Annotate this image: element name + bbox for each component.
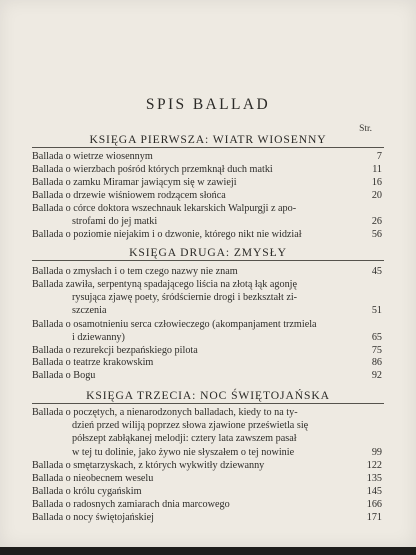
divider-rule (32, 147, 384, 148)
toc-entry-title: w tej tu dolinie, jako żywo nie słyszałem o tej nowinie (72, 447, 295, 458)
toc-entry-continuation (32, 304, 384, 318)
toc-entry-title: Ballada o radosnych zamiarach dnia marcowego (32, 499, 230, 510)
toc-entry-title: Ballada o smętarzyskach, z których wykwitły dziewanny (32, 460, 265, 471)
toc-entry-page: 65 (371, 332, 382, 343)
toc-entry-title: półszept zabłąkanej melodji: cztery lata zawszem pasał (72, 433, 297, 444)
page-title: SPIS BALLAD (145, 96, 271, 113)
toc-entry-continuation (32, 419, 384, 433)
toc-entry-title: Ballada o Bogu (32, 370, 96, 381)
toc-entry-page: 56 (371, 229, 382, 240)
toc-entry-continuation (32, 331, 384, 345)
toc-entry (32, 265, 384, 279)
toc-entry-title: i dziewanny) (72, 332, 125, 343)
toc-entry-title: Ballada o zamku Miramar jawiącym się w zawieji (32, 177, 237, 188)
toc-entry-page: 51 (371, 305, 382, 316)
toc-entry-continuation (32, 215, 384, 229)
toc-entry-page: 26 (371, 216, 382, 227)
toc-entry-title: Ballada o poczętych, a nienarodzonych balladach, kiedy to na ty- (32, 407, 298, 418)
toc-entry-page: 99 (371, 447, 382, 458)
toc-entry (32, 356, 384, 370)
toc-entry (32, 228, 384, 242)
toc-entry-page: 171 (366, 512, 382, 523)
toc-entry-title: Ballada o osamotnieniu serca człowieczego (akompanjament trzmiela (32, 319, 317, 330)
toc-entry-page: 145 (366, 486, 382, 497)
toc-entry-title: Ballada o drzewie wiśniowem rodzącem słońca (32, 190, 226, 201)
toc-entry-continuation (32, 291, 384, 305)
toc-entry-title: Ballada o wierzbach pośród których przemknął duch matki (32, 164, 273, 175)
toc-entry-title: Ballada o zmysłach i o tem czego nazwy nie znam (32, 266, 238, 277)
toc-entry-page: 166 (366, 499, 382, 510)
part-heading-2: KSIĘGA DRUGA: ZMYSŁY (129, 246, 287, 259)
toc-entry-title: Ballada o rezurekcji bezpańskiego pilota (32, 345, 198, 356)
toc-entry-continuation (32, 446, 384, 460)
toc-entry-title: Ballada o córce doktora wszechnauk lekarskich Walpurgji z apo- (32, 203, 297, 214)
toc-entry (32, 369, 384, 383)
part-heading-3: KSIĘGA TRZECIA: NOC ŚWIĘTOJAŃSKA (86, 389, 330, 402)
toc-entry-title: Ballada zawiła, serpentyną spadającego liścia na złotą łąk agonję (32, 279, 298, 290)
toc-entry-page: 7 (376, 151, 382, 162)
page-column-label: Str. (359, 124, 372, 134)
toc-entry-title: rysująca zjawę poety, śródściernie drogi i bezkształt zi- (72, 292, 298, 303)
toc-entry-page: 122 (366, 460, 382, 471)
toc-entry-page: 45 (371, 266, 382, 277)
toc-entry (32, 485, 384, 499)
toc-entry (32, 202, 384, 216)
book-binding-edge (0, 547, 416, 555)
toc-entry (32, 278, 384, 292)
toc-entry-page: 135 (366, 473, 382, 484)
toc-entry-page: 75 (371, 345, 382, 356)
toc-entry-title: Ballada o poziomie niejakim i o dzwonie, którego nikt nie widział (32, 229, 302, 240)
toc-entry-page: 86 (371, 357, 382, 368)
toc-entry (32, 511, 384, 525)
part-heading-1: KSIĘGA PIERWSZA: WIATR WIOSENNY (89, 133, 327, 146)
divider-rule (32, 260, 384, 261)
toc-entry (32, 163, 384, 177)
divider-rule (32, 403, 384, 404)
toc-entry-title: szczenia (72, 305, 107, 316)
toc-entry-title: Ballada o nocy świętojańskiej (32, 512, 154, 523)
toc-entry (32, 318, 384, 332)
toc-entry-continuation (32, 432, 384, 446)
toc-entry-page: 92 (371, 370, 382, 381)
toc-entry-title: Ballada o teatrze krakowskim (32, 357, 154, 368)
toc-entry-title: dzień przed wiliją poprzez słowa zjawione prześwietla się (72, 420, 309, 431)
toc-entry (32, 150, 384, 164)
toc-entry (32, 498, 384, 512)
toc-entry-page: 11 (372, 164, 382, 175)
toc-entry (32, 472, 384, 486)
toc-entry-page: 20 (371, 190, 382, 201)
toc-entry-page: 16 (371, 177, 382, 188)
toc-entry-title: Ballada o królu cygańskim (32, 486, 142, 497)
toc-entry (32, 459, 384, 473)
toc-entry-title: strofami do jej matki (72, 216, 158, 227)
toc-entry (32, 176, 384, 190)
toc-entry-title: Ballada o nieobecnem weselu (32, 473, 154, 484)
toc-entry-title: Ballada o wietrze wiosennym (32, 151, 153, 162)
toc-entry (32, 189, 384, 203)
toc-entry (32, 406, 384, 420)
